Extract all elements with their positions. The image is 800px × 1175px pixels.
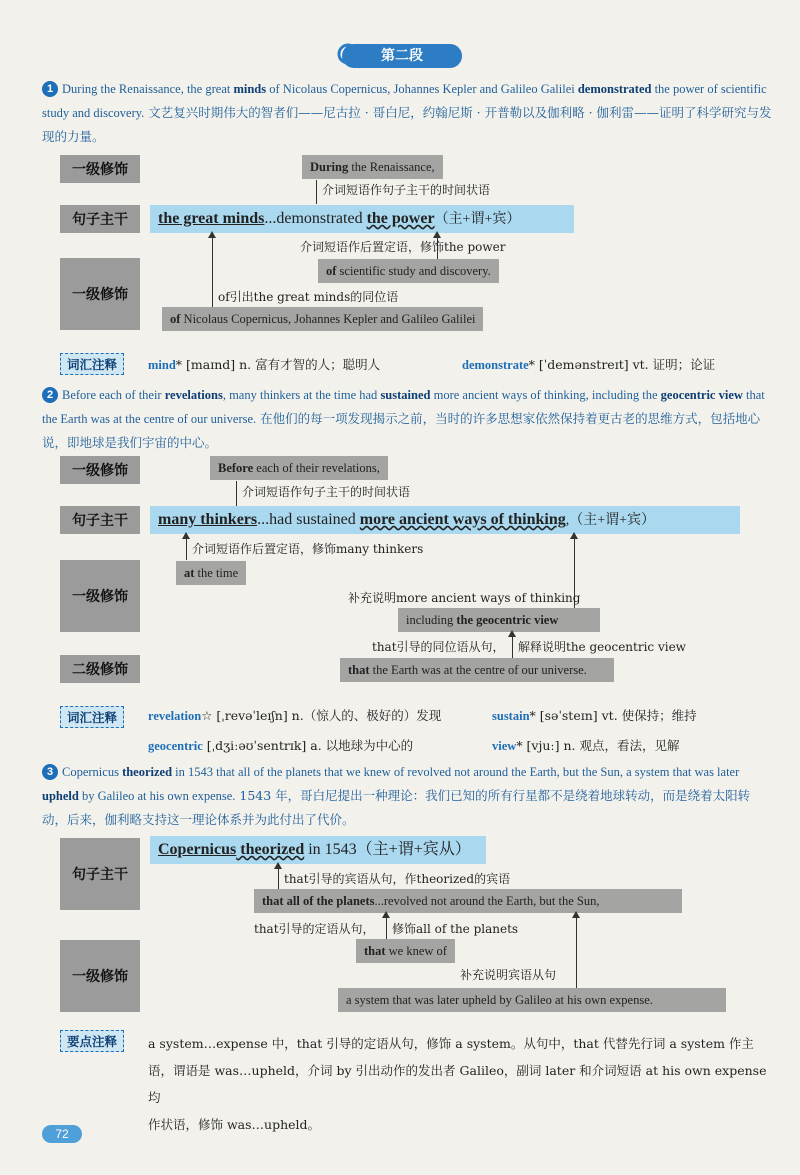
vocab-entry: sustain* [səˈsteɪn] vt. 使保持；维持 xyxy=(492,708,697,723)
annotation: 修饰all of the planets xyxy=(392,922,519,936)
annotation: 解释说明the geocentric view xyxy=(518,640,686,654)
annotation: 介词短语作后置定语，修饰many thinkers xyxy=(192,542,424,556)
annotation: that引导的同位语从句， xyxy=(372,640,505,654)
label-modifier: 一级修饰 xyxy=(60,258,140,330)
label-modifier: 一级修饰 xyxy=(60,560,140,632)
vocab-tag: 词汇注释 xyxy=(60,353,124,375)
sentence-main: many thinkers...had sustained more ancient ways of thinking,（主+谓+宾） xyxy=(150,506,740,534)
phrase-box: During the Renaissance, xyxy=(302,155,443,179)
vocab-tag: 词汇注释 xyxy=(60,706,124,728)
vocab-entry: mind* [maɪnd] n. 富有才智的人；聪明人 xyxy=(148,357,381,372)
text: the power of scientific study and discovery. xyxy=(42,82,767,120)
annotation: 介词短语作后置定语，修饰the power xyxy=(300,240,506,254)
vocab-entry: revelation☆ [ˌrevəˈleɪʃn] n.（惊人的、极好的）发现 xyxy=(148,708,442,723)
annotation: that引导的宾语从句，作theorized的宾语 xyxy=(284,872,511,886)
text: of Nicolaus Copernicus, Johannes Kepler and Galileo Galilei xyxy=(266,82,578,96)
paragraph-number: 2 xyxy=(42,387,58,403)
label-main: 句子主干 xyxy=(60,838,140,910)
phrase-box: a system that was later upheld by Galileo at his own expense. xyxy=(338,988,726,1012)
text: During the Renaissance, the great xyxy=(62,82,234,96)
vocab-entry: geocentric [ˌdʒiːəʊˈsentrɪk] a. 以地球为中心的 xyxy=(148,738,414,753)
phrase-box: that the Earth was at the centre of our universe. xyxy=(340,658,614,682)
label-modifier: 一级修饰 xyxy=(60,940,140,1012)
sentence-main: the great minds...demonstrated the power（主+谓+宾） xyxy=(150,205,574,233)
notes-text: a system…expense 中，that 引导的定语从句，修饰 a system。从句中，that 代替先行词 a system 作主 语，谓语是 was…upheld，介词 by 引出动作的发出者 Galileo，副词 later 和介词短语 at his own expense 均 作状语，修饰 was…upheld。 xyxy=(148,1036,767,1132)
phrase-box: of Nicolaus Copernicus, Johannes Kepler and Galileo Galilei xyxy=(162,307,483,331)
paragraph-1 xyxy=(42,77,772,149)
keyword: demonstrated xyxy=(577,82,652,96)
annotation: 介词短语作句子主干的时间状语 xyxy=(322,183,491,197)
page-number: 72 xyxy=(42,1125,82,1143)
chinese-translation: 文艺复兴时期伟大的智者们——尼古拉 · 哥白尼，约翰尼斯 · 开普勒以及伽利略 · 伽利雷——证明了科学研究与发现的力量。 xyxy=(42,105,772,144)
annotation: of引出the great minds的同位语 xyxy=(218,290,399,304)
phrase-box: including the geocentric view xyxy=(398,608,600,632)
chinese-translation: 在他们的每一项发现揭示之前，当时的许多思想家依然保持着更古老的思维方式，包括地心说，即地球是我们宇宙的中心。 xyxy=(42,411,761,450)
sentence-main: Copernicus theorized in 1543（主+谓+宾从） xyxy=(150,836,486,864)
annotation: 补充说明more ancient ways of thinking xyxy=(348,591,581,605)
label-modifier-2: 二级修饰 xyxy=(60,655,140,683)
label-modifier: 一级修饰 xyxy=(60,155,140,183)
paragraph-2: 2 Before each of their revelations, many thinkers at the time had sustained more ancient ways of thinking, including the geocentric view that the Earth was at the centre of our universe. 在他们的每一项发现揭示之前，当时的许多思想家依然保持着更古老的思维方式，包括地心说，即地球是我们宇宙的中心。 xyxy=(42,388,765,450)
paragraph-3: 3 Copernicus theorized in 1543 that all of the planets that we knew of revolved not around the Earth, but the Sun, a system that was later upheld by Galileo at his own expense. 1543 年，哥白尼提出一种理论：我们已知的所有行星都不是绕着地球转动，而是绕着太阳转动，后来，伽利略支持这一理论体系并为此付出了代价。 xyxy=(42,765,751,827)
phrase-box: Before each of their revelations, xyxy=(210,456,388,480)
phrase-box: that we knew of xyxy=(356,939,455,963)
section-title: 第二段 xyxy=(342,44,462,68)
paragraph-number: 1 xyxy=(42,81,58,97)
keyword: minds xyxy=(233,82,267,96)
vocab-entry: view* [vjuː] n. 观点，看法，见解 xyxy=(492,738,680,753)
vocab-entry: demonstrate* [ˈdemənstreɪt] vt. 证明；论证 xyxy=(462,357,716,372)
paragraph-number: 3 xyxy=(42,764,58,780)
annotation: that引导的定语从句， xyxy=(254,922,375,936)
phrase-box: that all of the planets...revolved not around the Earth, but the Sun, xyxy=(254,889,682,913)
annotation: 补充说明宾语从句 xyxy=(460,968,557,982)
notes-tag: 要点注释 xyxy=(60,1030,124,1052)
chinese-translation: 1543 年，哥白尼提出一种理论：我们已知的所有行星都不是绕着地球转动，而是绕着太阳转动，后来，伽利略支持这一理论体系并为此付出了代价。 xyxy=(42,788,751,827)
label-modifier: 一级修饰 xyxy=(60,456,140,484)
label-main: 句子主干 xyxy=(60,205,140,233)
annotation: 介词短语作句子主干的时间状语 xyxy=(242,485,411,499)
phrase-box: at the time xyxy=(176,561,246,585)
label-main: 句子主干 xyxy=(60,506,140,534)
phrase-box: of scientific study and discovery. xyxy=(318,259,499,283)
